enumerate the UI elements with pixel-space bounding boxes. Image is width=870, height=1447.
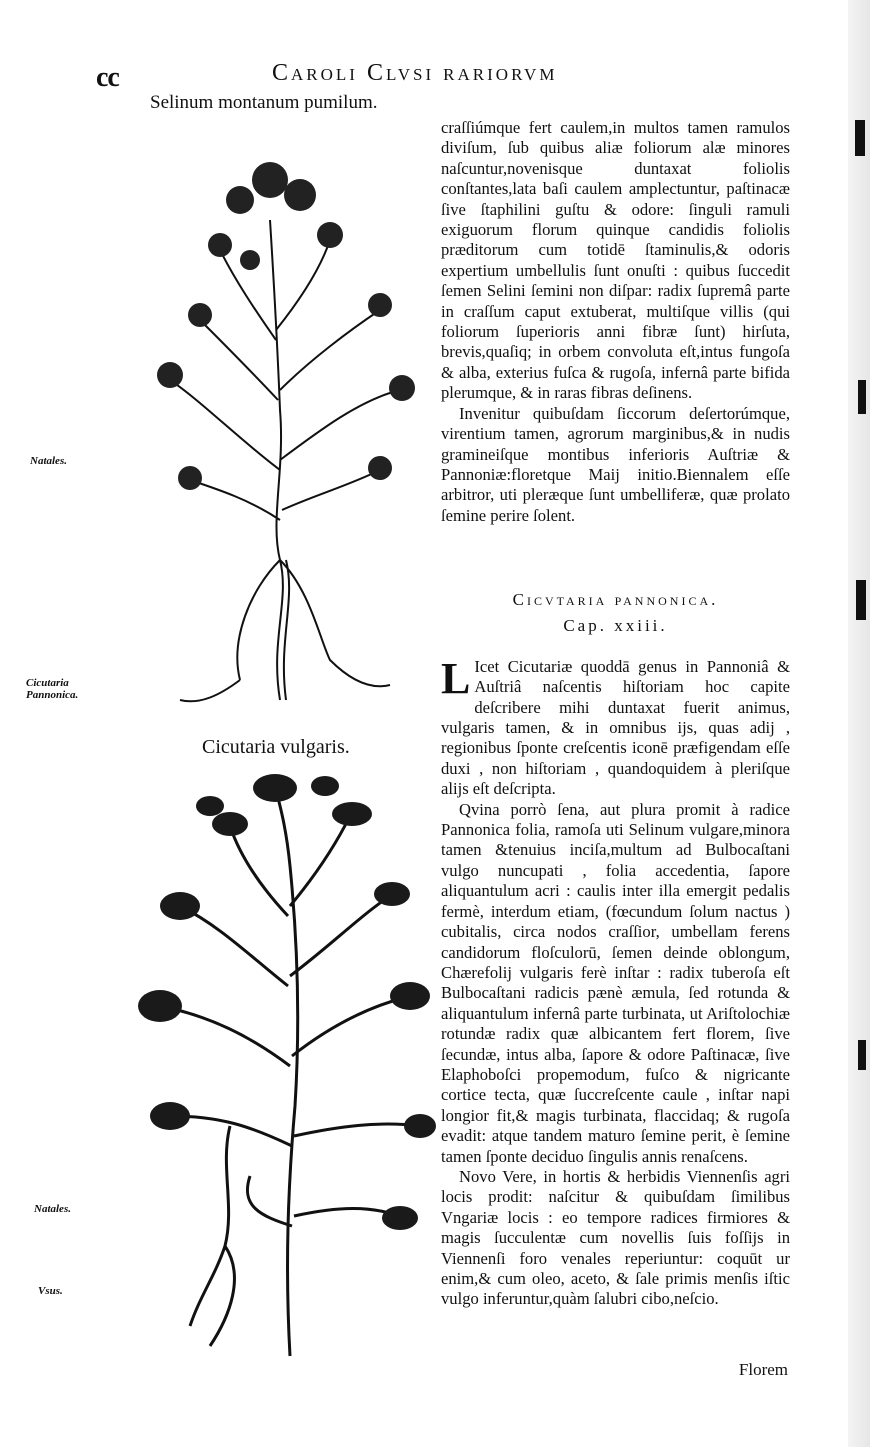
chapter-number: Cap. xxiii.: [563, 616, 668, 636]
folio-number: cc: [96, 62, 119, 93]
running-head: Caroli Clvsi rariorvm: [272, 60, 558, 86]
adjacent-page-edge: [848, 0, 870, 1447]
chapter-heading: Cicvtaria pannonica.: [512, 590, 719, 609]
drop-cap: L: [441, 653, 471, 703]
catchword: Florem: [738, 1360, 788, 1379]
margin-note-pannonica: Pannonica.: [26, 689, 79, 701]
cicutaria-woodcut-illustration: [110, 766, 440, 1366]
text-column-top: [441, 118, 790, 526]
ink-mark: [858, 380, 866, 414]
ink-mark: [858, 1040, 866, 1070]
paragraph: Qvina porrò ſena, aut plura promit à radice Pannonica folia, ramoſa uti Selinum vulgare,minora tamen &tenuius inciſa,multum ad Bulbocaſtani vulgo nuncupati , folia accedentia, ſapore aliquantulum acri : caulis inter illa emergit pedalis fermè, interdum etiam, (fœcundum ſolum nactus ) cubitalis, circa nodos craſſior, umbellam ferens candidorum floſculorū, ſemen deinde oblongum, Chærefolij vulgaris ferè inſtar : radix tuberoſa eſt Bulbocaſtani radicis pænè æmula, ſed rotunda & aliquantulum infernâ parte turbinata, ut Ariſtolochiæ rotundæ radix quæ albicantem fert florem, ſive ſecundæ, intus alba, ſapore & odore Paſtinacæ, ſive Elaphoboſci propemodum, fuſco & nigricante cortice tecta, quæ ſuccreſcente caule , inſtar napi longior fit,& magis turbinata, flaccidaq; & rugoſa evadit: atque tandem maturo ſemine perit, è ſemine tamen ſponte deciduo ſingulis annis renaſcens.: [441, 799, 790, 1166]
paragraph: Novo Vere, in hortis & herbidis Viennenſis agri locis prodit: naſcitur & quibuſdam ſimilibus Vngariæ locis : eo tempore radices firmiores & magis ſucculentæ cum novellis ſuis foſſijs in Viennenſi foro venales reperiuntur: coquūt ur enim,& cum oleo, aceto, & ſale primis menſis iſtic vulgo inferuntur,quàm ſalubri cibo,neſcio.: [441, 1166, 790, 1309]
margin-note-cicutaria: Cicutaria: [26, 677, 69, 689]
margin-note-usus: Vsus.: [38, 1285, 63, 1297]
figure-caption-cicutaria: Cicutaria vulgaris.: [202, 736, 350, 758]
paragraph-text: Icet Cicutariæ quoddā genus in Pannoniâ & Auſtriâ naſcentis hiſtoriam hoc capite deſcribere mihi duntaxat fuerit animus, vulgaris tamen, & in omnibus ijs, quas adij , regionibus ſponte creſcentis iconē præfigendam eſſe duxi , non hiſtoriam , quandoquidem à pleriſque alijs eſt deſcripta.: [441, 656, 790, 799]
ink-mark: [856, 580, 866, 620]
paragraph: Invenitur quibuſdam ſiccorum deſertorúmque, virentium tamen, agrorum marginibus,& in nudis gramineiſque montibus inferioris Auſtriæ & Pannoniæ:floretque Maij initio.Biennalem eſſe arbitror, uti pleræque ſunt umbelliferæ, quæ prolato ſemine perire ſolent.: [441, 403, 790, 525]
margin-note-natales: Natales.: [34, 1203, 71, 1215]
figure-caption-selinum: Selinum montanum pumilum.: [150, 92, 378, 113]
ink-mark: [855, 120, 865, 156]
paragraph: craſſiúmque fert caulem,in multos tamen ramulos diviſum, ſub quibus aliæ foliorum alæ minores naſcuntur,novenisque duntaxat foliolis conſtantes,lata baſi caulem amplectuntur, paſtinacæ ſive ſtaphilini guſtu & odore: ſinguli ramuli exiguorum florum quinque candidis foliolis præditorum cum totidē ſtaminulis,& odoris expertium umbellulis ſunt onuſti : quibus ſuccedit ſemen Selini ſemini non diſpar: radix ſupremâ parte in craſſum caput extuberat, multiſque villis (qui foliorum ſuperioris anni fibræ ſunt) hirſuta, brevis,quaſiq; in orbem convoluta eſt,intus fungoſa & alba, exterius fuſca & rugoſa, infernâ parte bifida plerumque, & in raras fibras deſinens.: [441, 118, 790, 403]
margin-note-natales: Natales.: [30, 455, 67, 467]
selinum-woodcut-illustration: [140, 140, 430, 720]
paragraph-with-dropcap: [441, 653, 790, 800]
text-column-chapter: [441, 590, 790, 1310]
